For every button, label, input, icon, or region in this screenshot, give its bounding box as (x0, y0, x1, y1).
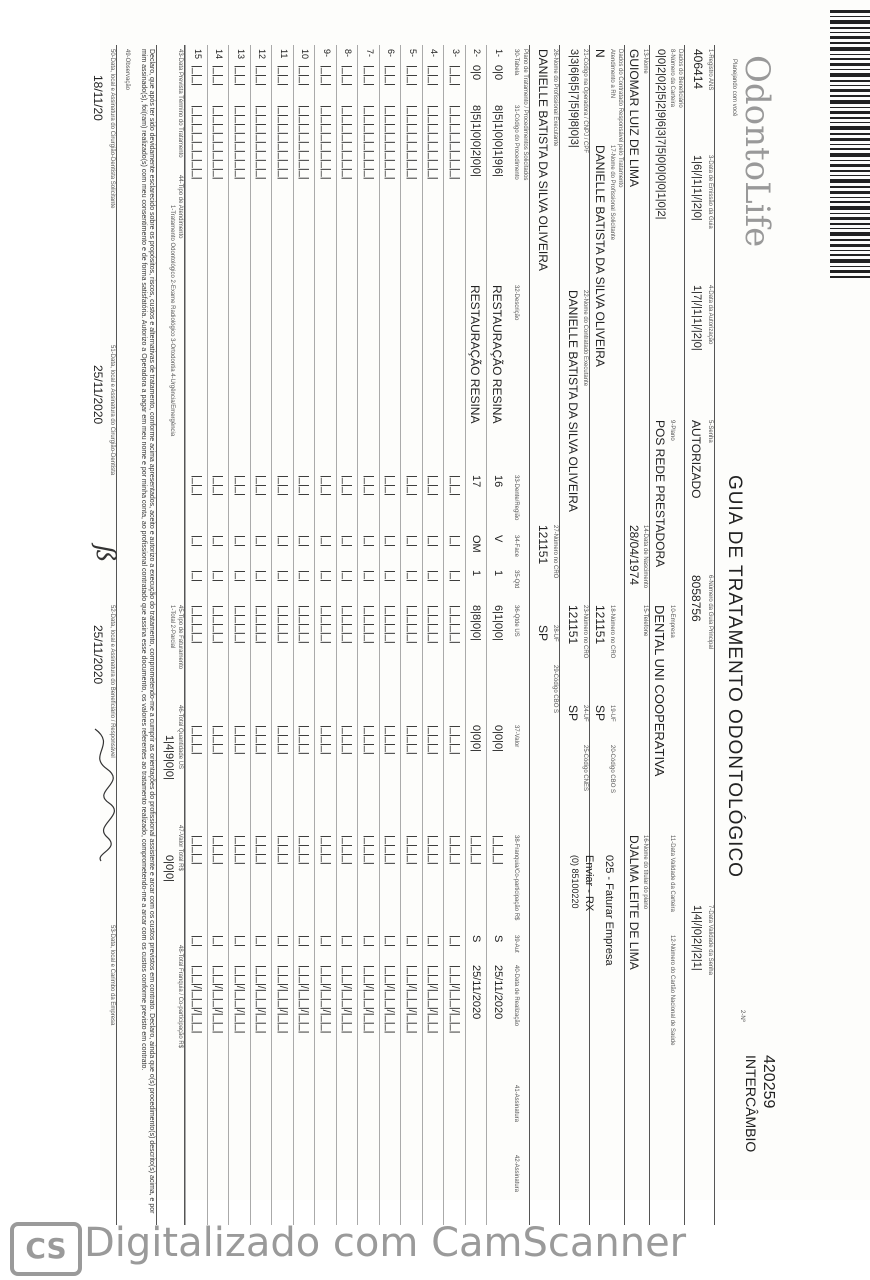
holder-label: 16-Nome do titular do plano (642, 835, 648, 910)
rule (684, 45, 685, 1225)
rule (649, 45, 650, 1225)
signature-initials: ß (90, 545, 120, 563)
row-tooth: |_|_| (320, 475, 332, 496)
row-qty: |_| (427, 570, 440, 582)
guide-type: INTERCÂMBIO (743, 1055, 759, 1153)
row-aut: |_| (212, 935, 225, 947)
ans-label: 1-Registro ANS (707, 49, 713, 91)
procedures-section: Plano de Tratamento / Procedimentos Solicitados (522, 49, 528, 181)
row-code: |_|_|_|_|_|_|_|_| (449, 105, 461, 180)
row-us: |_|_|_|_| (255, 605, 268, 644)
procedure-header: 40-Data de Realização (513, 965, 519, 1027)
uf2-label: 24-UF (582, 705, 588, 722)
table-row (293, 45, 294, 1225)
row-number: 7- (365, 49, 375, 58)
sig1-date: 18/11/20 (91, 75, 105, 121)
row-face: |_| (255, 535, 268, 547)
procedure-header: 39-Aut (513, 935, 519, 953)
guide-number: 420259 (760, 1055, 777, 1109)
row-aut: |_| (384, 935, 397, 947)
attendance-options: 1-Tratamento Odontológico 2-Exame Radiológico 3-Ortodontia 4-Urgência/Emergência (169, 205, 175, 437)
beneficiary-section: Dados do Beneficiário (677, 49, 683, 108)
row-date: |_|_|/|_|_|/|_|_| (191, 965, 203, 1034)
row-copart: |_|_|_| (234, 835, 246, 865)
row-copart: |_|_|_| (427, 835, 440, 865)
row-code: |_|_|_|_|_|_|_|_| (191, 105, 203, 180)
row-number: 10 (300, 49, 311, 60)
row-face: |_| (298, 535, 311, 547)
row-date: 25/11/2020 (470, 965, 483, 1020)
row-table: |_|_| (255, 65, 268, 86)
row-copart: |_|_|_| (191, 835, 203, 865)
row-description: RESTAURAÇÃO RESINA (490, 285, 504, 424)
table-row (186, 45, 187, 1225)
sig2-date: 25/11/2020 (91, 365, 105, 425)
row-face: OM (470, 535, 483, 553)
table-row (336, 45, 337, 1225)
row-qty: |_| (212, 570, 225, 582)
rule (156, 45, 157, 1225)
row-qty: |_| (191, 570, 203, 582)
table-row (401, 45, 402, 1225)
row-value: |_|_|_| (449, 725, 461, 755)
cro2-label: 23-Número no CRO (582, 605, 588, 659)
row-value: |_|_|_| (406, 725, 418, 755)
row-qty: |_| (449, 570, 461, 582)
row-code: |_|_|_|_|_|_|_|_| (341, 105, 354, 180)
row-code: |_|_|_|_|_|_|_|_| (406, 105, 418, 180)
row-aut: |_| (255, 935, 268, 947)
beneficiary-signature (85, 725, 121, 865)
row-number: 6- (386, 49, 397, 58)
password-validity-label: 7-Data Validade da Senha (707, 905, 713, 975)
row-code: |_|_|_|_|_|_|_|_| (427, 105, 440, 180)
row-face: V (492, 535, 504, 543)
plan-label: 9-Plano (669, 420, 675, 441)
cbo-label: 20-Código CBO S (609, 745, 615, 794)
row-code: |_|_|_|_|_|_|_|_| (212, 105, 225, 180)
watermark (0, 1212, 870, 1280)
row-description: RESTAURAÇÃO RESINA (468, 285, 483, 424)
rule (529, 45, 530, 1225)
procedure-header: 42-Assinatura (513, 1155, 519, 1193)
birth-value: 28/04/1974 (627, 525, 641, 586)
row-table: |_|_| (277, 65, 289, 86)
row-us: 8|8|0|0| (470, 605, 483, 641)
cro2-value: 121151 (566, 605, 580, 645)
cro-value: 121151 (593, 605, 607, 645)
row-code: |_|_|_|_|_|_|_|_| (320, 105, 332, 180)
operator-code-value: 3|3|6|6|5|7|5|9|8|0|3| (568, 49, 580, 148)
row-face: |_| (406, 535, 418, 547)
row-value: |_|_|_| (298, 725, 311, 755)
row-tooth: |_|_| (255, 475, 268, 496)
row-face: |_| (449, 535, 461, 547)
row-date: |_|_|/|_|_|/|_|_| (427, 965, 440, 1034)
row-table: |_|_| (191, 65, 203, 86)
cro-label: 18-Número no CRO (609, 605, 615, 659)
row-value: |_|_|_| (277, 725, 289, 755)
ans-value: 406414 (691, 49, 705, 90)
row-face: |_| (341, 535, 354, 547)
rule (116, 45, 117, 1225)
form-title: GUIA DE TRATAMENTO ODONTOLÓGICO (724, 475, 745, 878)
watermark-text: Digitalizado com CamScanner (84, 1220, 687, 1266)
table-row (207, 45, 208, 1225)
auth-date-label: 4-Data da Autorização (707, 285, 713, 345)
observation-label: 49-Observação (124, 49, 130, 91)
table-row (358, 45, 359, 1225)
row-code: |_|_|_|_|_|_|_|_| (255, 105, 268, 180)
row-table: 0|0 (470, 65, 483, 81)
row-number: 12 (257, 49, 268, 60)
row-copart: |_|_|_| (449, 835, 461, 865)
row-copart: |_|_|_| (384, 835, 397, 865)
row-tooth: |_|_| (341, 475, 354, 496)
row-copart: |_|_|_| (320, 835, 332, 865)
row-date: |_|_|/|_|_|/|_|_| (406, 965, 418, 1034)
total-value-label: 47-Valor Total R$ (177, 825, 183, 871)
procedure-header: 37-Valor (513, 725, 519, 748)
company-value: DENTAL UNI COOPERATIVA (652, 605, 667, 777)
row-code: |_|_|_|_|_|_|_|_| (298, 105, 311, 180)
row-qty: 1 (470, 570, 483, 577)
row-tooth: |_|_| (449, 475, 461, 496)
row-table: |_|_| (384, 65, 397, 86)
dental-treatment-form (85, 45, 785, 1225)
row-tooth: |_|_| (277, 475, 289, 496)
row-tooth: |_|_| (191, 475, 203, 496)
issue-date-label: 3-Data de Emissão da Guia (707, 155, 713, 229)
row-number: 11 (279, 49, 289, 59)
rule (714, 45, 715, 1225)
billing-note: 025 - Faturar Empresa (603, 855, 615, 966)
row-number: 2- (472, 49, 483, 58)
cns-label: 12-Número do Cartão Nacional de Saúde (669, 935, 675, 1046)
procedure-header: 36-Qtde US (513, 605, 519, 637)
row-date: |_|_|/|_|_|/|_|_| (255, 965, 268, 1034)
billing-options: 1-Total 2-Parcial (169, 605, 175, 649)
row-date: |_|_|/|_|_|/|_|_| (298, 965, 311, 1034)
row-qty: |_| (277, 570, 289, 582)
row-tooth: 17 (470, 475, 483, 488)
row-value: |_|_|_| (320, 725, 332, 755)
row-us: |_|_|_|_| (427, 605, 440, 644)
row-copart: |_|_|_| (298, 835, 311, 865)
row-qty: |_| (234, 570, 246, 582)
phone-label: 15-Telefone (642, 605, 648, 637)
row-tooth: |_|_| (363, 475, 375, 496)
row-qty: |_| (298, 570, 311, 582)
row-table: |_|_| (363, 65, 375, 86)
row-number: 15 (193, 49, 203, 60)
sig1-label: 50-Data, local e Assinatura do Cirurgião-Dentista Solicitante (109, 49, 115, 209)
row-code: 8|5|1|0|0|2|0|0| (470, 105, 483, 177)
row-face: |_| (363, 535, 375, 547)
row-value: |_|_|_| (234, 725, 246, 755)
professional-name: DANIELLE BATISTA DA SILVA OLIVEIRA (593, 145, 607, 367)
row-copart: |_|_|_| (470, 835, 483, 865)
billing-note-2: Enviar - RX (583, 855, 595, 912)
uf3-label: 28-UF (552, 625, 558, 642)
row-code: |_|_|_|_|_|_|_|_| (277, 105, 289, 180)
row-qty: |_| (363, 570, 375, 582)
table-row (250, 45, 251, 1225)
row-copart: |_|_|_| (406, 835, 418, 865)
row-us: |_|_|_|_| (449, 605, 461, 644)
row-number: 14 (214, 49, 225, 60)
guide-number-label: 2-Nº (739, 1010, 745, 1022)
birth-label: 14-Data de Nascimento (642, 525, 648, 589)
row-value: |_|_|_| (212, 725, 225, 755)
cro3-label: 27-Número no CRO (552, 525, 558, 579)
row-us: |_|_|_|_| (234, 605, 246, 644)
rule (624, 45, 625, 1225)
total-us-label: 46-Total Quantidade US (177, 705, 183, 770)
row-value: 0|0|0| (492, 725, 504, 752)
beneficiary-name: GUIOMAR LUIZ DE LIMA (627, 49, 641, 188)
row-us: |_|_|_|_| (320, 605, 332, 644)
row-tooth: |_|_| (406, 475, 418, 496)
row-face: |_| (427, 535, 440, 547)
row-date: |_|_|/|_|_|/|_|_| (234, 965, 246, 1034)
row-aut: S (492, 935, 504, 943)
uf-label: 19-UF (609, 705, 615, 722)
row-code: |_|_|_|_|_|_|_|_| (363, 105, 375, 180)
row-date: |_|_|/|_|_|/|_|_| (341, 965, 354, 1034)
row-value: |_|_|_| (363, 725, 375, 755)
declaration-text: Declaro, que após ter sido devidamente esclarecido sobre os propósitos, riscos, custos e alternativas de tratamento, conforme acima apresentados, aceito e autorizo a execução do tratamento, comprometendo-me a cumprir as orientações do profissional assistente e arcar com os custos previstos em contrato. Declaro, ainda que o(s) procedimento(s) descrito(s) acima, e por mim assinado(s), foi(ram) realizado(s) com meu consentimento e de forma satisfatória. Autorizo a Operadora a pagar em meu nome e por minha conta, ao profissional contratado que assina esse documento, os valores referentes ao tratamento realizado, comprometendo-me a arcar com os custos conforme previsto em contrato. (140, 49, 155, 1214)
uf-value: SP (593, 705, 607, 722)
row-face: |_| (384, 535, 397, 547)
billing-type-label: 45-Tipo de Faturamento (177, 605, 183, 670)
table-row (465, 45, 466, 1225)
row-aut: |_| (298, 935, 311, 947)
cnes-label: 25-Código CNES (582, 745, 588, 792)
procedure-header: 38-Franquia/Co-participação R$ (513, 835, 519, 921)
uf3-value: SP (536, 625, 550, 642)
attendance-type-label: 44-Tipo de Atendimento (177, 175, 183, 239)
row-us: |_|_|_|_| (191, 605, 203, 644)
row-code: |_|_|_|_|_|_|_|_| (234, 105, 246, 180)
auth-date-value: 1|7|/|1|1|/|2|0| (691, 285, 703, 351)
row-date: |_|_|/|_|_|/|_|_| (449, 965, 461, 1034)
row-us: |_|_|_|_| (406, 605, 418, 644)
rule (559, 45, 560, 1225)
main-guide-label: 6-Número da Guia Principal (707, 575, 713, 650)
row-date: |_|_|/|_|_|/|_|_| (277, 965, 289, 1034)
main-guide-value: 8058756 (689, 575, 703, 622)
procedure-header: 41-Assinatura (513, 1085, 519, 1123)
row-number: 3- (451, 49, 461, 58)
total-us-value: 1|4|9|0|0| (163, 735, 175, 780)
row-qty: |_| (320, 570, 332, 582)
row-qty: 1 (492, 570, 504, 577)
row-us: |_|_|_|_| (212, 605, 225, 644)
row-table: |_|_| (427, 65, 440, 86)
table-row (487, 45, 488, 1225)
row-copart: |_|_|_| (255, 835, 268, 865)
row-aut: |_| (234, 935, 246, 947)
row-aut: |_| (341, 935, 354, 947)
row-date: 25/11/2020 (492, 965, 504, 1020)
rn-label: Atendimento a RN (609, 49, 615, 99)
row-aut: |_| (363, 935, 375, 947)
row-table: 0|0 (492, 65, 504, 81)
cbo2-label: 29-Código CBO S (552, 665, 558, 714)
row-number: 13 (236, 49, 246, 60)
row-table: |_|_| (320, 65, 332, 86)
row-tooth: |_|_| (298, 475, 311, 496)
procedure-header: 34-Face (513, 535, 519, 558)
plan-value: POS REDE PRESTADORA (653, 420, 667, 568)
row-date: |_|_|/|_|_|/|_|_| (384, 965, 397, 1034)
row-face: |_| (277, 535, 289, 547)
row-number: 5- (408, 49, 418, 58)
row-us: |_|_|_|_| (277, 605, 289, 644)
row-aut: |_| (320, 935, 332, 947)
sig2-label: 51-Data, local e Assinatura do Cirurgião-Dentista (109, 345, 115, 476)
row-table: |_|_| (298, 65, 311, 86)
rule (589, 45, 590, 1225)
row-us: |_|_|_|_| (384, 605, 397, 644)
table-row (422, 45, 423, 1225)
sig4-label: 53-Data, local e Carimbo da Empresa (109, 925, 115, 1026)
row-date: |_|_|/|_|_|/|_|_| (363, 965, 375, 1034)
row-date: |_|_|/|_|_|/|_|_| (320, 965, 332, 1034)
card-value: 0|0|2|0|2|5|2|9|6|3|7|5|0|0|0|0|1|0|2| (655, 49, 667, 220)
row-number: 8- (343, 49, 354, 58)
row-value: 0|0|0| (470, 725, 483, 752)
procedure-header: 33-Dente/Região (513, 475, 519, 521)
procedure-header: 32-Descrição (513, 285, 519, 321)
table-row (379, 45, 380, 1225)
card-label: 8-Número da Carteira (669, 49, 675, 108)
row-face: |_| (234, 535, 246, 547)
row-us: |_|_|_|_| (298, 605, 311, 644)
row-value: |_|_|_| (427, 725, 440, 755)
card-validity-label: 11-Data Validade da Carteira (669, 835, 675, 912)
row-face: |_| (212, 535, 225, 547)
holder-value: DJALMA LEITE DE LIMA (627, 835, 641, 970)
row-tooth: 16 (492, 475, 504, 488)
row-aut: S (470, 935, 483, 943)
executor-name: DANIELLE BATISTA DA SILVA OLIVEIRA (536, 49, 550, 271)
procedure-header: 31-Código do Procedimento (513, 105, 519, 180)
row-value: |_|_|_| (384, 725, 397, 755)
row-aut: |_| (406, 935, 418, 947)
row-value: |_|_|_| (255, 725, 268, 755)
row-tooth: |_|_| (234, 475, 246, 496)
row-table: |_|_| (212, 65, 225, 86)
operator-code-label: 21-Código na Operadora / CNPJ / CPF (582, 49, 588, 154)
row-table: |_|_| (449, 65, 461, 86)
row-aut: |_| (277, 935, 289, 947)
row-code: |_|_|_|_|_|_|_|_| (384, 105, 397, 180)
table-row (272, 45, 273, 1225)
forecast-label: 43-Data Prevista Término do Tratamento (177, 49, 183, 158)
row-tooth: |_|_| (384, 475, 397, 496)
row-tooth: |_|_| (427, 475, 440, 496)
row-us: 6|1|0|0| (492, 605, 504, 641)
row-aut: |_| (191, 935, 203, 947)
phone-note: (0) 85100220 (570, 855, 580, 909)
procedure-header: 30-Tabela (513, 49, 519, 76)
total-copart-label: 48-Total Franquia / Co-participação R$ (177, 945, 183, 1049)
company-label: 10-Empresa (669, 605, 675, 638)
row-value: |_|_|_| (191, 725, 203, 755)
row-qty: |_| (255, 570, 268, 582)
row-face: |_| (191, 535, 203, 547)
uf2-value: SP (566, 705, 580, 722)
row-code: 8|5|1|0|0|1|9|6| (492, 105, 504, 177)
total-value-value: 0|0|0| (163, 855, 175, 882)
row-date: |_|_|/|_|_|/|_|_| (212, 965, 225, 1034)
row-aut: |_| (427, 935, 440, 947)
cro3-value: 121151 (536, 525, 550, 565)
row-copart: |_|_|_| (492, 835, 504, 865)
procedure-header: 35-Qtd (513, 570, 519, 589)
logo-tagline: Planejando com você (731, 59, 737, 117)
row-qty: |_| (406, 570, 418, 582)
executor-label: 26-Nome do Profissional Executante (552, 49, 558, 147)
professional-label: 17-Nome do Profissional Solicitante (609, 145, 615, 241)
row-qty: |_| (341, 570, 354, 582)
row-value: |_|_|_| (341, 725, 354, 755)
camscanner-logo: CS (10, 1222, 82, 1276)
contracted-section: Dados do Contratado Responsável pelo Tratamento (617, 49, 623, 188)
odontolife-logo: OdontoLife (737, 55, 777, 248)
password-value: AUTORIZADO (689, 420, 703, 499)
sig3-date: 25/11/2020 (91, 625, 105, 685)
contractor-name: DANIELLE BATISTA DA SILVA OLIVEIRA (566, 290, 580, 512)
barcode (830, 0, 870, 290)
password-validity-value: 1|4|/|0|2|/|2|1| (691, 905, 703, 971)
row-us: |_|_|_|_| (341, 605, 354, 644)
row-table: |_|_| (234, 65, 246, 86)
row-tooth: |_|_| (212, 475, 225, 496)
contractor-name-label: 22-Nome do Contratado Executante (582, 290, 588, 387)
row-face: |_| (320, 535, 332, 547)
row-copart: |_|_|_| (363, 835, 375, 865)
table-row (315, 45, 316, 1225)
row-us: |_|_|_|_| (363, 605, 375, 644)
table-row (444, 45, 445, 1225)
row-qty: |_| (384, 570, 397, 582)
row-copart: |_|_|_| (341, 835, 354, 865)
row-number: 4- (429, 49, 440, 58)
issue-date-value: 1|6|/|1|1|/|2|0| (691, 155, 703, 221)
row-table: |_|_| (341, 65, 354, 86)
sig3-label: 52-Data, local e Assinatura do Beneficiário / Responsável (109, 605, 115, 758)
row-copart: |_|_|_| (277, 835, 289, 865)
row-aut: |_| (449, 935, 461, 947)
row-number: 9- (322, 49, 332, 58)
row-number: 1- (494, 49, 504, 58)
row-copart: |_|_|_| (212, 835, 225, 865)
name-label: 13-Nome (642, 49, 648, 74)
rn-value: N (593, 49, 607, 58)
password-label: 5-Senha (707, 420, 713, 443)
row-table: |_|_| (406, 65, 418, 86)
table-row (229, 45, 230, 1225)
